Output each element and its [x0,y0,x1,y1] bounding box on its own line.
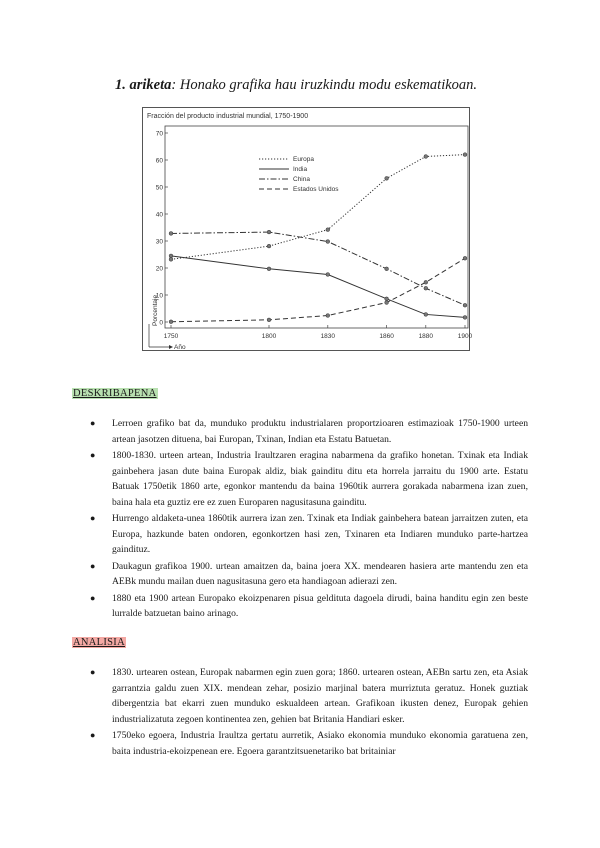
data-point-estados-unidos [385,301,389,305]
x-tick-label: 1830 [320,333,336,340]
bullet-text: 1800-1830. urteen artean, Industria Iraultzaren eragina nabarmena da grafiko honetan. Txinak eta Indiak gainbehera jasan dute baina Europak aldiz, biak gainditu ditu eta horrela jarraitu du 1900 arte. Estatu Batuak 1750etik 1860 arte, egonkor mantendu da baina 1960tik aurrera gorakada nabarmena izan zuen, baina hala eta guztiz ere ez zuen Europaren nagusitasuna gainditu. [112,450,528,508]
data-point-china [385,267,389,271]
data-point-india [267,267,271,271]
series-line-europa [171,155,465,260]
description-list [90,416,528,623]
bullet-item [90,511,528,558]
line-chart [143,108,473,351]
y-tick-label: 40 [155,211,163,219]
chart-figure [142,107,473,351]
plot-frame [165,126,468,328]
x-tick-label: 1880 [418,333,434,340]
bullet-text: Daukagun grafikoa 1900. urtean amaitzen da, baina joera XX. mendearen hasiera arte mantendu zen eta AEBk mundu mailan duen nagusitasuna gero eta handiagoan adierazi zen. [112,560,528,587]
data-point-europa [267,244,271,248]
y-tick-label: 20 [155,265,163,273]
data-point-europa [424,155,428,159]
legend-label: India [293,166,308,173]
bullet-text: Hurrengo aldaketa-unea 1860tik aurrera izan zen. Txinak eta Indiak gainbehera batean jarraitzen zuten, eta Europa, hazkunde baten ondoren, egonkortzen hasi zen, Txinaren eta Indiaren munduko parte-hartzea gaindituz. [112,513,528,555]
legend-label: Estados Unidos [293,186,339,193]
chart-title: Fracción del producto industrial mundial, 1750-1900 [147,113,309,120]
data-point-europa [463,153,467,157]
data-point-estados-unidos [424,280,428,284]
x-tick-label: 1900 [457,333,473,340]
y-tick-label: 60 [155,157,163,165]
data-point-india [169,254,173,258]
data-point-china [424,286,428,290]
bullet-icon: ● [90,450,96,460]
bullet-icon: ● [90,592,96,603]
section-heading-description: DESKRIBAPENA [73,388,157,399]
bullet-text: 1880 eta 1900 artean Europako ekoizpenaren pisua geldituta dagoela dirudi, baina handitu egin zen beste lurralde batzuetan baino arinago. [112,592,528,619]
y-tick-label: 70 [155,130,163,138]
y-tick-label: 0 [159,319,163,327]
bullet-text: Lerroen grafiko bat da, munduko produktu industrialaren proportzioaren estimazioak 1750-1900 urteen artean jasotzen dituena, bai Europan, Txinan, Indian eta Estatu Batuetan. [112,418,528,445]
bullet-item [90,448,528,510]
x-tick-label: 1860 [379,333,394,340]
analysis-list [90,665,528,760]
x-tick-label: 1800 [261,333,277,340]
bullet-text: 1830. urtearen ostean, Europak nabarmen egin zuen gora; 1860. urtearen ostean, AEBn sartu zen, eta Asiak garrantzia galdu zuen XIX. mendean zehar, posizio marjinal batera murriztuta geratuz. Honek guztiak dibergentzia bat ekarri zuen munduko eskualdeen artean. Grafikoan ikusten denez, Europak gehien industrializatuta zegoen kontinentea zen, gehien bat Britania Handiari esker. [112,667,528,725]
data-point-india [463,316,467,320]
data-point-china [326,240,330,244]
series-line-india [171,256,465,318]
y-axis-label: Porcentaje [152,294,159,326]
data-point-europa [169,257,173,261]
data-point-estados-unidos [326,314,330,318]
data-point-india [326,273,330,277]
task-instruction: : Honako grafika hau iruzkindu modu eskematikoan. [171,77,478,93]
x-axis-arrowhead [169,345,173,349]
bullet-icon: ● [90,513,96,523]
bullet-text: 1750eko egoera, Industria Iraultza gertatu aurretik, Asiako ekonomia munduko ekonomia garatuena zen, baita industria-ekoizpenean ere. Egoera garantzitsuenetariko bat britainiar [112,730,528,757]
x-axis-label: Año [174,344,186,351]
x-tick-label: 1750 [163,333,179,340]
bullet-icon: ● [90,418,96,428]
bullet-item [90,728,528,759]
series-line-china [171,232,465,305]
bullet-icon: ● [90,730,96,740]
bullet-item [90,665,528,727]
y-tick-label: 10 [155,292,163,300]
y-tick-label: 50 [155,184,163,192]
section-heading-analysis: ANALISIA [73,637,125,648]
data-point-india [385,297,389,301]
data-point-estados-unidos [169,320,173,324]
bullet-item [90,416,528,447]
legend-label: Europa [293,156,314,163]
data-point-estados-unidos [267,318,271,322]
bullet-item [90,591,528,622]
bullet-icon: ● [90,560,96,571]
data-point-india [424,313,428,317]
bullet-icon: ● [90,667,96,677]
bullet-item [90,559,528,590]
legend-label: China [293,176,310,183]
task-title [115,77,477,94]
task-number: 1. ariketa [115,77,172,93]
data-point-europa [385,176,389,180]
data-point-china [267,230,271,234]
data-point-china [463,303,467,307]
data-point-estados-unidos [463,256,467,260]
y-tick-label: 30 [155,238,163,246]
data-point-europa [326,228,330,232]
data-point-china [169,232,173,236]
